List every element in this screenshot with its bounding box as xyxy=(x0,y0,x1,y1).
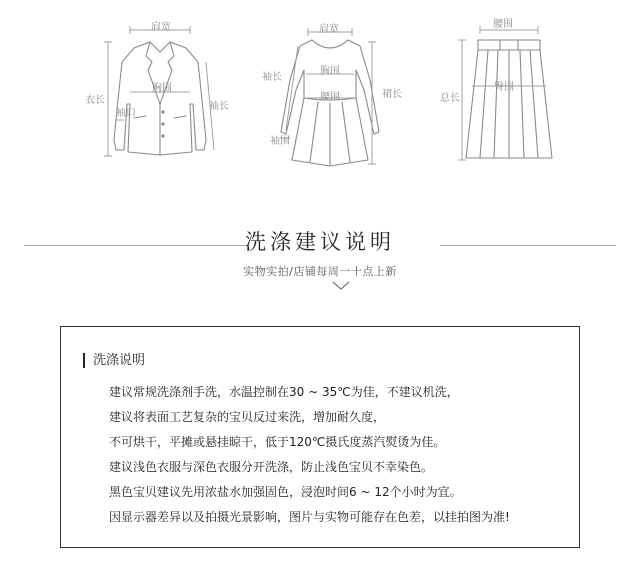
chevron-down-icon xyxy=(332,281,350,291)
section-title: 洗涤建议说明 xyxy=(245,230,395,254)
dress-shoulder-label: 肩宽 xyxy=(319,24,339,35)
jacket-length-label: 衣长 xyxy=(85,95,105,106)
section-subtitle: 实物实拍/店铺每周一十点上新 xyxy=(243,265,397,278)
wash-line-5: 黑色宝贝建议先用浓盐水加强固色，浸泡时间6 ~ 12个小时为宜。 xyxy=(109,485,462,499)
wash-line-6: 因显示器差异以及拍摄光景影响，图片与实物可能存在色差，以挂拍图为准! xyxy=(109,510,510,524)
skirt-hip-label: 臀围 xyxy=(494,82,514,93)
dress-bust-label: 胸围 xyxy=(320,66,340,77)
wash-instructions-title: 洗涤说明 xyxy=(83,353,145,368)
jacket-sleeve-label: 袖长 xyxy=(209,101,229,112)
wash-line-1: 建议常规洗涤剂手洗，水温控制在30 ~ 35℃为佳，不建议机洗， xyxy=(109,385,459,399)
wash-line-4: 建议浅色衣服与深色衣服分开洗涤，防止浅色宝贝不幸染色。 xyxy=(109,460,434,474)
dress-sleeve-label: 袖长 xyxy=(262,72,282,83)
wash-instructions-box xyxy=(60,326,580,548)
dress-length-label: 裙长 xyxy=(382,89,402,100)
dress-waist-label: 腰围 xyxy=(320,92,340,103)
wash-line-3: 不可烘干，平摊或悬挂晾干，低于120℃摄氏度蒸汽熨烫为佳。 xyxy=(109,435,446,449)
dress-cuff-label: 袖围 xyxy=(270,136,290,147)
jacket-shoulder-label: 肩宽 xyxy=(151,22,171,33)
wash-line-2: 建议将表面工艺复杂的宝贝反过来洗，增加耐久度， xyxy=(109,410,386,424)
skirt-diagram xyxy=(0,0,640,200)
jacket-bust-label: 胸围 xyxy=(152,83,172,94)
jacket-cuff-label: 袖口 xyxy=(116,108,136,119)
skirt-waist-label: 腰围 xyxy=(493,19,513,30)
skirt-length-label: 总长 xyxy=(440,93,460,104)
